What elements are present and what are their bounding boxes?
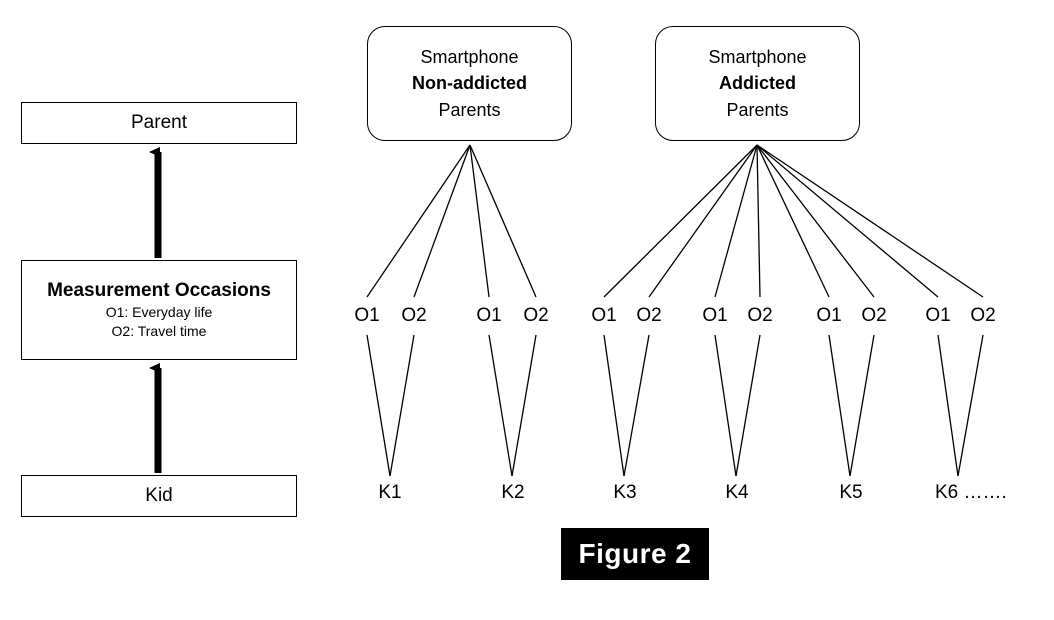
edge-k3-o1-to-k3 — [604, 335, 624, 476]
measurement-occasions-title: Measurement Occasions — [47, 280, 271, 302]
occasion-label-k6-o2: O2 — [970, 305, 996, 326]
occasion-label-k1-o2: O2 — [401, 305, 427, 326]
occasion-label-k6-o1: O1 — [925, 305, 951, 326]
measurement-occasions-box — [21, 260, 297, 360]
occasion-label-k4-o2: O2 — [747, 305, 773, 326]
kid-label-k3: K3 — [613, 482, 637, 503]
occasion-label-k5-o2: O2 — [861, 305, 887, 326]
edge-k2-o2-to-k2 — [512, 335, 536, 476]
edge-addicted-to-k4-o2 — [757, 145, 760, 297]
edge-k3-o2-to-k3 — [624, 335, 649, 476]
figure-caption — [561, 528, 709, 580]
occasion-label-k1-o1: O1 — [354, 305, 380, 326]
edge-nonaddicted-to-k1-o1 — [367, 145, 470, 297]
edge-k5-o1-to-k5 — [829, 335, 850, 476]
group-non-addicted-line1: Smartphone — [420, 47, 519, 68]
occasion-label-k2-o1: O1 — [476, 305, 502, 326]
edge-nonaddicted-to-k2-o1 — [470, 145, 489, 297]
edge-k6-o1-to-k6 — [938, 335, 958, 476]
edge-nonaddicted-to-k2-o2 — [470, 145, 536, 297]
edge-addicted-to-k4-o1 — [715, 145, 757, 297]
group-box-non-addicted — [367, 26, 572, 141]
kid-label-k4: K4 — [725, 482, 749, 503]
edge-k5-o2-to-k5 — [850, 335, 874, 476]
edge-addicted-to-k5-o2 — [757, 145, 874, 297]
parent-box-label: Parent — [131, 112, 187, 134]
edge-addicted-to-k5-o1 — [757, 145, 829, 297]
group-addicted-line1: Smartphone — [708, 47, 807, 68]
group-non-addicted-line2: Non-addicted — [412, 73, 527, 94]
edge-addicted-to-k6-o2 — [757, 145, 983, 297]
edge-k4-o2-to-k4 — [736, 335, 760, 476]
kid-label-k6: K6 ……. — [935, 482, 1007, 503]
occasion-label-k5-o1: O1 — [816, 305, 842, 326]
measurement-occasion-o1: O1: Everyday life — [105, 303, 213, 320]
occasion-label-k3-o1: O1 — [591, 305, 617, 326]
occasion-label-k2-o2: O2 — [523, 305, 549, 326]
group-addicted-line3: Parents — [726, 99, 789, 120]
edge-k4-o1-to-k4 — [715, 335, 736, 476]
edge-addicted-to-k3-o2 — [649, 145, 757, 297]
kid-label-k2: K2 — [501, 482, 525, 503]
edge-k6-o2-to-k6 — [958, 335, 983, 476]
kid-label-k5: K5 — [839, 482, 863, 503]
edge-addicted-to-k6-o1 — [757, 145, 938, 297]
kid-box — [21, 475, 297, 517]
group-box-addicted — [655, 26, 860, 141]
edge-k2-o1-to-k2 — [489, 335, 512, 476]
kid-box-label: Kid — [145, 485, 173, 507]
edge-nonaddicted-to-k1-o2 — [414, 145, 470, 297]
kid-label-k1: K1 — [378, 482, 402, 503]
parent-box — [21, 102, 297, 144]
occasion-label-k4-o1: O1 — [702, 305, 728, 326]
figure-caption-text: Figure 2 — [578, 538, 692, 569]
edge-k1-o1-to-k1 — [367, 335, 390, 476]
edge-k1-o2-to-k1 — [390, 335, 414, 476]
measurement-occasion-o2: O2: Travel time — [111, 322, 207, 339]
group-addicted-line2: Addicted — [718, 73, 796, 94]
group-non-addicted-line3: Parents — [438, 99, 501, 120]
occasion-label-k3-o2: O2 — [636, 305, 662, 326]
edge-addicted-to-k3-o1 — [604, 145, 757, 297]
